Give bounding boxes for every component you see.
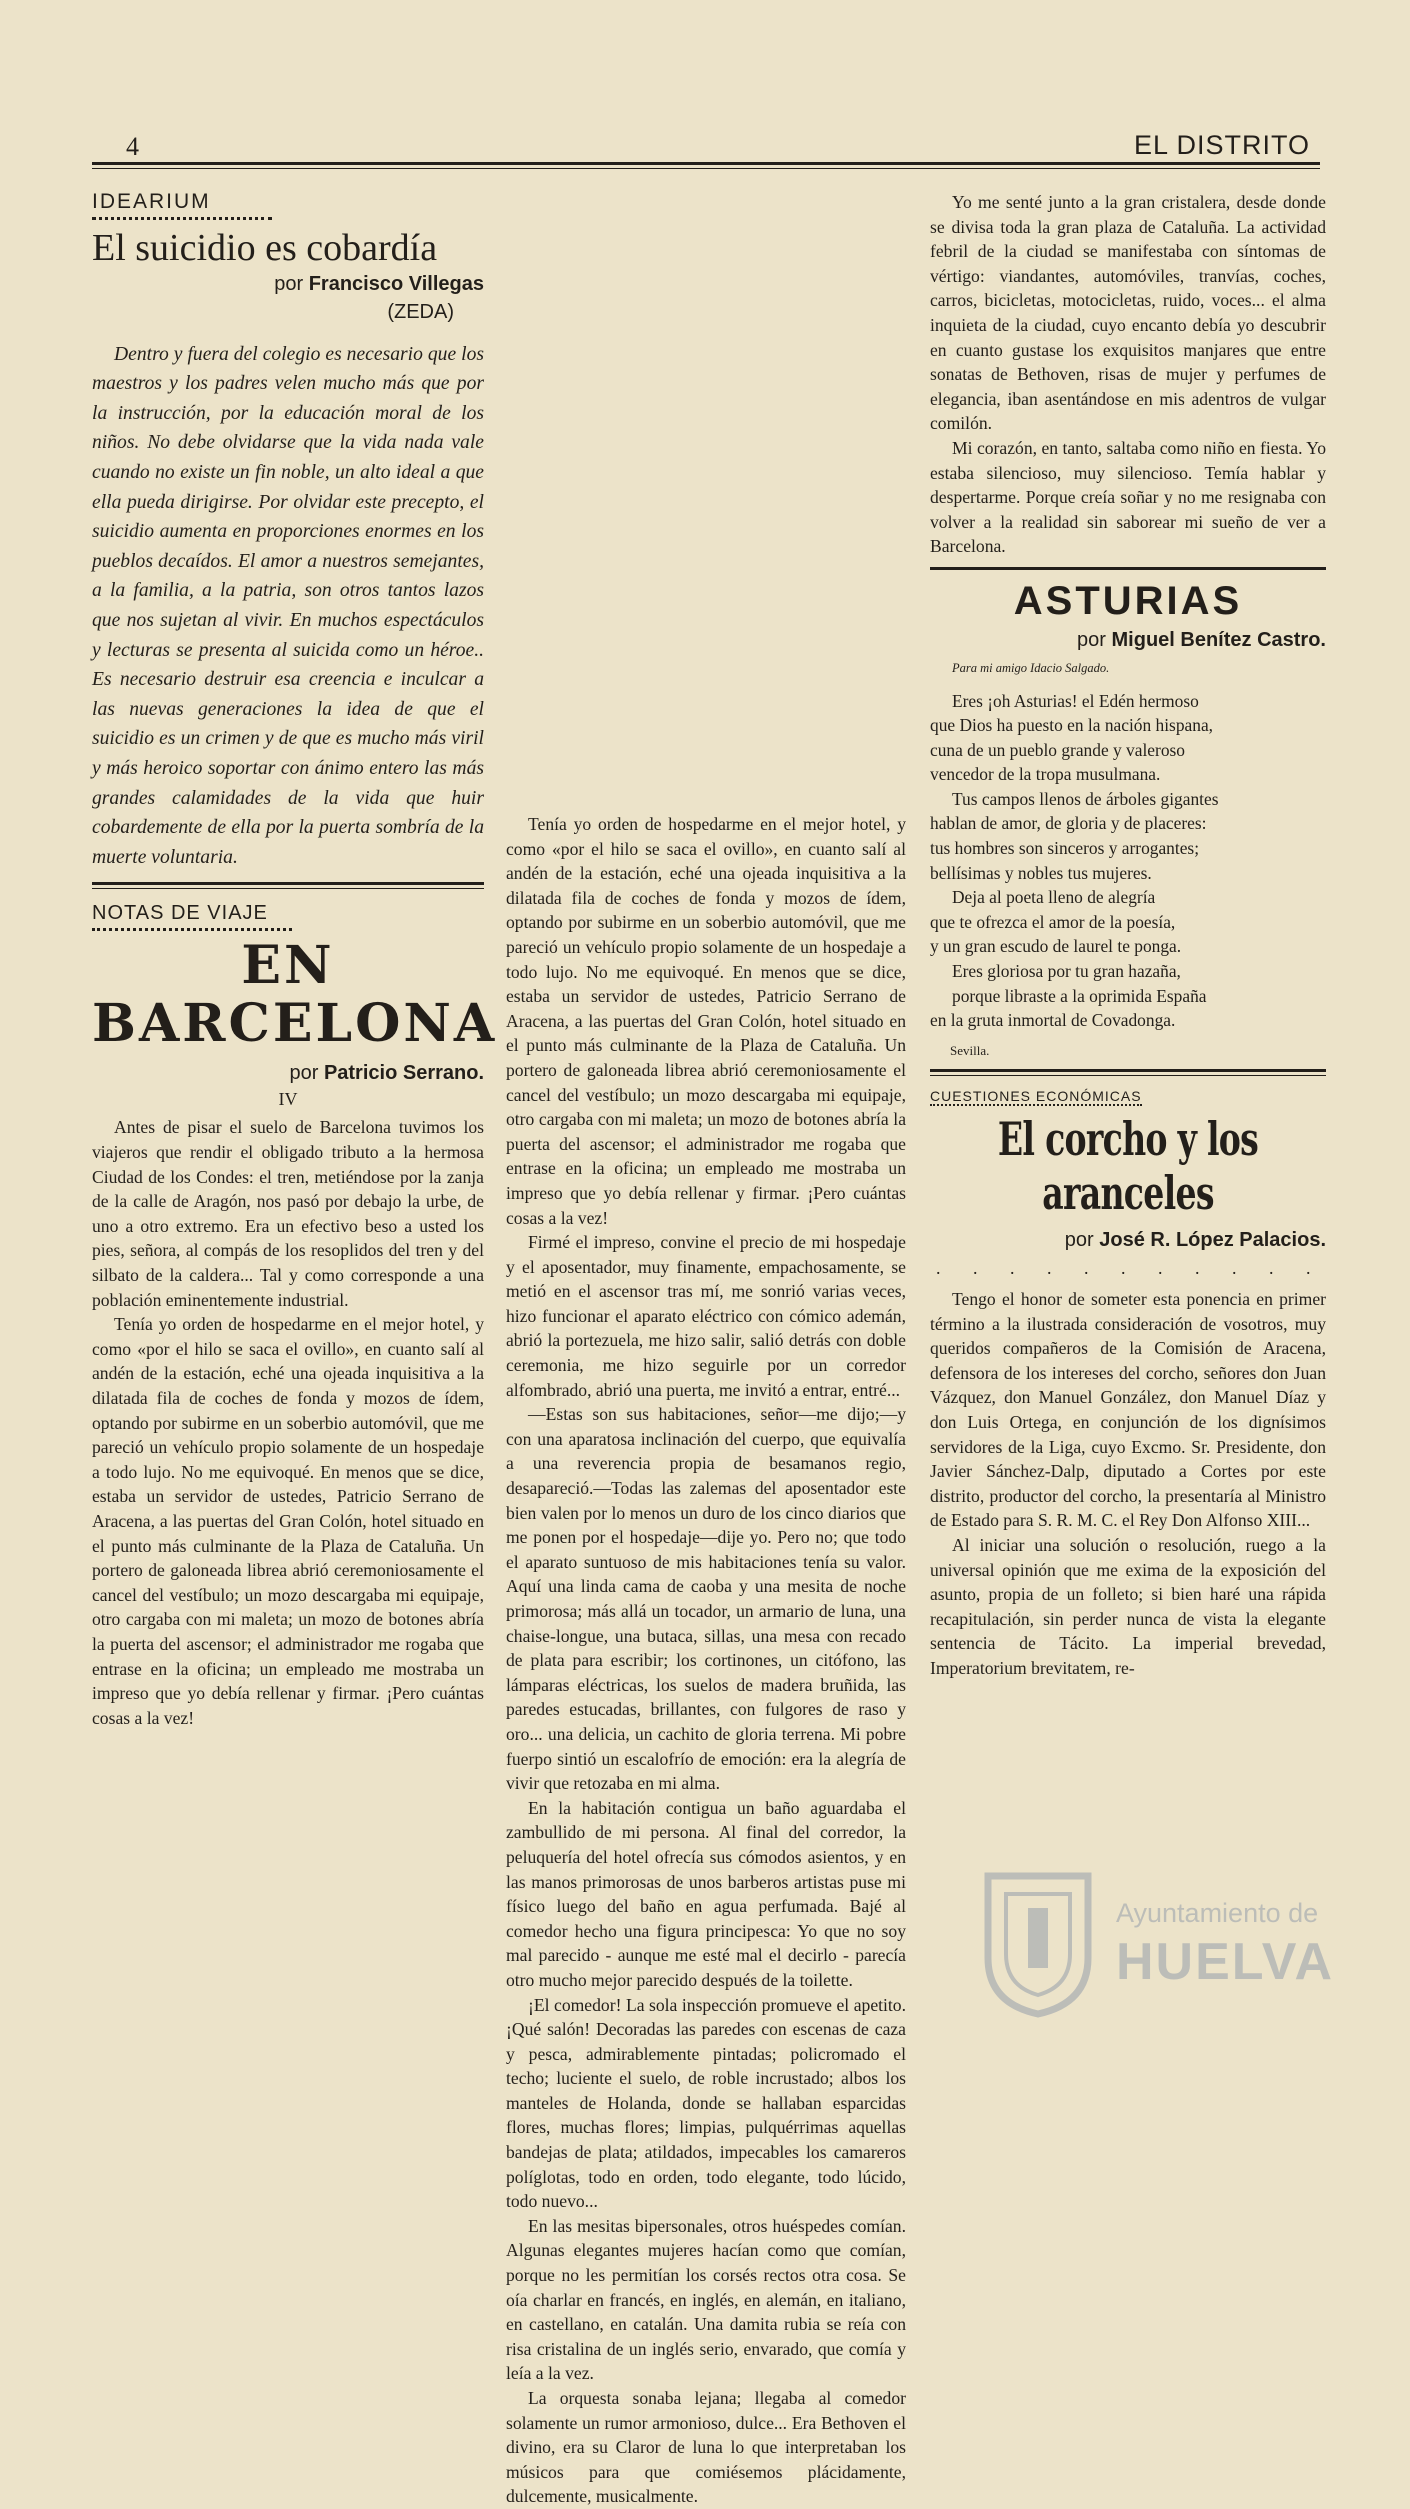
header-rule	[92, 162, 1320, 165]
poem-verse: que te ofrezca el amor de la poesía,	[930, 911, 1176, 932]
section-separator	[930, 567, 1326, 570]
barcelona-section-number: IV	[278, 1088, 298, 1109]
poem-verse: Tus campos llenos de árboles gigantes	[952, 788, 1219, 809]
byline-prefix: por	[1077, 628, 1106, 651]
column-1	[92, 190, 498, 1910]
poem-verse: y un gran escudo de laurel te ponga.	[930, 936, 1182, 957]
asturias-poem	[930, 689, 1326, 1033]
poem-verse: vencedor de la tropa musulmana.	[930, 764, 1161, 785]
shield-icon	[978, 1868, 1098, 2018]
kicker-underline	[92, 217, 272, 220]
corcho-ellipsis: . . . . . . . . . . .	[936, 1258, 1325, 1279]
byline-prefix: por	[289, 1061, 319, 1084]
corcho-byline	[930, 1226, 1326, 1254]
watermark-line-2: HUELVA	[1116, 1933, 1335, 1991]
idearium-byline	[92, 270, 484, 298]
asturias-signature: Sevilla.	[950, 1042, 990, 1058]
poem-verse: bellísimas y nobles tus mujeres.	[930, 862, 1152, 883]
section-separator-thin	[930, 1075, 1326, 1076]
barcelona-paragraph: Yo me senté junto a la gran cristalera, desde donde se divisa toda la gran plaza de Cataluña. La actividad febril de la ciudad se manifestaba con síntomas de vértigo: viandantes, automóviles, tranvías, coches, carros, bicicletas, motocicletas, ruido, voces... el alma inquieta de la ciudad, cuyo encanto debía yo descubrir en cuanto gustase los exquisitos manjares que entre sonatas de Bethoven, risas de mujer y perfumes de elegancia, iban asentándose en mis adentros de vulgar comilón.	[930, 192, 1326, 434]
corcho-author: José R. López Palacios.	[1099, 1229, 1326, 1252]
barcelona-paragraph: En las mesitas bipersonales, otros huéspedes comían. Algunas elegantes mujeres hacían como que comían, porque no les permitían los corsés rectos otra cosa. Se oía charlar en francés, en inglés, en alemán, en italiano, en castellano, en catalán. Una damita rubia se reía con risa cristalina de un inglés serio, envarado, que comía y leía a la vez.	[506, 2215, 906, 2384]
barcelona-paragraph: Tenía yo orden de hospedarme en el mejor hotel, y como «por el hilo se saca el ovillo», en cuanto salí al andén de la estación, eché una ojeada inquisitiva a la dilatada fila de coches de fonda y mozos de ídem, optando por subirme en un soberbio automóvil, que me pareció un vehículo propio solamente de un hospedaje a todo lujo. No me equivoqué. En menos que se dice, estaba un servidor de ustedes, Patricio Serrano de Aracena, a las puertas del Gran Colón, hotel situado en el punto más culminante de la Plaza de Cataluña. Un portero de galoneada librea abrió ceremoniosamente el cancel del vestíbulo; un mozo descargaba mi equipaje, otro cargaba con mi maleta; un mozo de botones abría la puerta del ascensor; el administrador me rogaba que entrase en la oficina; un empleado me mostraba un impreso que yo debía rellenar y firmar. ¡Pero cuántas cosas a la vez!	[506, 814, 906, 1228]
barcelona-byline	[92, 1059, 484, 1087]
poem-verse: Eres ¡oh Asturias! el Edén hermoso	[952, 690, 1199, 711]
page-number: 4	[126, 132, 139, 161]
idearium-body-block	[92, 340, 484, 873]
asturias-title: ASTURIAS	[1013, 578, 1243, 623]
section-separator-thin	[92, 888, 484, 889]
idearium-title: El suicidio es cobardía	[92, 226, 438, 269]
poem-verse: hablan de amor, de gloria y de placeres:	[930, 813, 1207, 834]
corcho-kicker: CUESTIONES ECONÓMICAS	[930, 1088, 1142, 1105]
archive-watermark	[978, 1868, 1338, 2018]
watermark-line-1: Ayuntamiento de	[1116, 1898, 1319, 1928]
asturias-byline	[930, 626, 1326, 654]
asturias-author: Miguel Benítez Castro.	[1111, 628, 1326, 651]
header-rule-thin	[92, 168, 1320, 169]
column-3-continuation	[930, 190, 1326, 559]
barcelona-paragraph: ¡El comedor! La sola inspección promueve el apetito. ¡Qué salón! Decoradas las paredes con escenas de caza y pesca, admirablemente pintadas; policromado el techo; luciente el suelo, de roble incrustado; albos los manteles de Holanda, donde se hallaban esparcidas flores, muchas flores; limpias, pulquérrimas aquellas bandejas de plata; atildados, impecables los camareros políglotas, todo en orden, todo elegante, todo lúcido, todo nuevo...	[506, 1994, 906, 2212]
barcelona-paragraph: Tenía yo orden de hospedarme en el mejor hotel, y como «por el hilo se saca el ovillo», en cuanto salí al andén de la estación, eché una ojeada inquisitiva a la dilatada fila de coches de fonda y mozos de ídem, optando por subirme en un soberbio automóvil, que me pareció un vehículo propio solamente de un hospedaje a todo lujo. No me equivoqué. En menos que se dice, estaba un servidor de ustedes, Patricio Serrano de Aracena, a las puertas del Gran Colón, hotel situado en el punto más culminante de la Plaza de Cataluña. Un portero de galoneada librea abrió ceremoniosamente el cancel del vestíbulo; un mozo descargaba mi equipaje, otro cargaba con mi maleta; un mozo de botones abría la puerta del ascensor; el administrador me rogaba que entrase en la oficina; un empleado me mostraba un impreso que yo debía rellenar y firmar. ¡Pero cuántas cosas a la vez!	[92, 1314, 484, 1728]
poem-verse: porque libraste a la oprimida España	[952, 985, 1207, 1006]
byline-prefix: por	[274, 272, 304, 295]
poem-verse: en la gruta inmortal de Covadonga.	[930, 1010, 1176, 1031]
corcho-paragraph: Al iniciar una solución o resolución, ruego a la universal opinión que me exima de la exposición del asunto, propia de un folleto; si bien haré una rápida recapitulación, sin perder nunca de vista la elegante sentencia de Tácito. La imperial brevedad, Imperatorium brevitatem, re-	[930, 1534, 1326, 1678]
column-3	[930, 190, 1326, 1910]
poem-verse: tus hombres son sinceros y arrogantes;	[930, 838, 1200, 859]
corcho-paragraph: Tengo el honor de someter esta ponencia en primer término a la ilustrada consideración de vosotros, muy queridos compañeros de la Comisión de Aracena, defensora de los intereses del corcho, señores don Juan Vázquez, don Manuel González, don Manuel Díaz y don Luis Ortega, en conjunción de los dignísimos servidores de la Liga, cuyo Excmo. Sr. Presidente, don Javier Sánchez-Dalp, diputado a Cortes por este distrito, productor del corcho, la presentaría al Ministro de Estado para S. R. M. C. el Rey Don Alfonso XIII...	[930, 1289, 1326, 1531]
poem-verse: cuna de un pueblo grande y valeroso	[930, 739, 1185, 760]
barcelona-title: EN BARCELONA	[92, 934, 498, 1054]
barcelona-kicker: NOTAS DE VIAJE	[92, 902, 268, 925]
idearium-body: Dentro y fuera del colegio es necesario que los maestros y los padres velen mucho más que por la instrucción, por la educación moral de los niños. No debe olvidarse que la vida nada vale cuando no existe un fin noble, un alto ideal a que ella pueda dirigirse. Por olvidar este precepto, el suicidio aumenta en proporciones enormes en los pueblos decaídos. El amor a nuestros semejantes, a la familia, a la patria, son otros tantos lazos que nos sujetan al vivir. En muchos espectáculos y lecturas se presenta al suicida como un héroe.. Es necesario destruir esa creencia e inculcar a las nuevas generaciones la idea de que el suicidio es un crimen y de que es mucho más viril y más heroico soportar con ánimo entero las más grandes calamidades de la vida que huir cobardemente de ella por la puerta sombría de la muerte voluntaria.	[92, 343, 484, 868]
newspaper-title: EL DISTRITO	[1133, 130, 1310, 160]
barcelona-paragraph: Antes de pisar el suelo de Barcelona tuvimos los viajeros que rendir el obligado tributo a la hermosa Ciudad de los Condes: el tren, metiéndose por la zanja de la calle de Aragón, nos pasó por debajo la urbe, de uno a otro extremo. Era un efectivo beso a usted los pies, señora, al compás de los resoplidos del tren y del silbato de la caldera... Tal y como corresponde a una población eminentemente industrial.	[92, 1117, 484, 1310]
poem-verse: Eres gloriosa por tu gran hazaña,	[952, 961, 1181, 982]
poem-verse: que Dios ha puesto en la nación hispana,	[930, 715, 1214, 736]
section-separator	[930, 1069, 1326, 1072]
barcelona-author: Patricio Serrano.	[323, 1061, 484, 1084]
idearium-author: Francisco Villegas	[308, 272, 484, 295]
column-2-continuation	[506, 812, 906, 2509]
barcelona-paragraph: En la habitación contigua un baño aguardaba el zambullido de mi persona. Al final del corredor, la peluquería del hotel ofrecía sus cómodos asientos, y en las manos primorosas de unos barberos artistas puse mi físico luego del baño en agua perfumada. Bajé al comedor hecho una figura principesca: Yo que no soy mal parecido - aunque me esté mal el decirlo - parecía otro mucho mejor parecido después de la toilette.	[506, 1797, 906, 1990]
poem-verse: Deja al poeta lleno de alegría	[952, 887, 1156, 908]
barcelona-paragraph: Mi corazón, en tanto, saltaba como niño en fiesta. Yo estaba silencioso, muy silencioso. Temía hablar y despertarme. Porque creía soñar y no me resignaba con volver a la realidad sin saborear mi sueño de ver a Barcelona.	[930, 437, 1326, 557]
asturias-dedication: Para mi amigo Idacio Salgado.	[952, 660, 1110, 675]
column-2	[506, 190, 906, 2507]
idearium-alias: (ZEDA)	[387, 300, 454, 323]
byline-prefix: por	[1064, 1229, 1094, 1252]
section-separator	[92, 882, 484, 885]
barcelona-paragraph: La orquesta sonaba lejana; llegaba al comedor solamente un rumor armonioso, dulce... Era Bethoven el divino, era su Claror de luna lo que interpretaban los músicos para que comiésemos plácidamente, dulcemente, musicalmente.	[506, 2388, 906, 2507]
barcelona-paragraph: —Estas son sus habitaciones, señor—me dijo;—y con una aparatosa inclinación del cuerpo, que equivalía a una reverencia propia de besamanos regio, desapareció.—Todas las zalemas del aposentador este bien valen por lo menos un duro de los cinco diarios que me ponen por el hospedaje—dije yo. Pero no; que todo el aparato suntuoso de mis habitaciones tenía su valor. Aquí una linda cama de caoba y una mesita de noche primorosa; más allá un tocador, un armario de luna, una chaise-longue, una butaca, sillas, una mesa con recado de plata para escribir; los cortinones, un citófono, las lámparas eléctricas, los suelos de madera bruñida, las paredes estucadas, brillantes, con fulgores de raso y oro... una delicia, un cachito de gloria terrena. Mi pobre fuerpo sintió un escalofrío de emoción: era la alegría de vivir que retozaba en mi alma.	[506, 1404, 906, 1794]
corcho-title: El corcho y los aranceles	[997, 1112, 1259, 1221]
idearium-kicker: IDEARIUM	[92, 190, 211, 213]
barcelona-paragraph: Firmé el impreso, convine el precio de mi hospedaje y el aposentador, muy finamente, empachosamente, se metió en el ascensor tras mí, me sonrió varias veces, hizo funcionar el aparato eléctrico con cómico ademán, abrió la portezuela, me hizo salir, salió detrás con doble ceremonia, me hizo seguirle por un corredor alfombrado, abrió una puerta, me invitó a entrar, entré...	[506, 1232, 906, 1400]
kicker-underline	[92, 928, 292, 931]
